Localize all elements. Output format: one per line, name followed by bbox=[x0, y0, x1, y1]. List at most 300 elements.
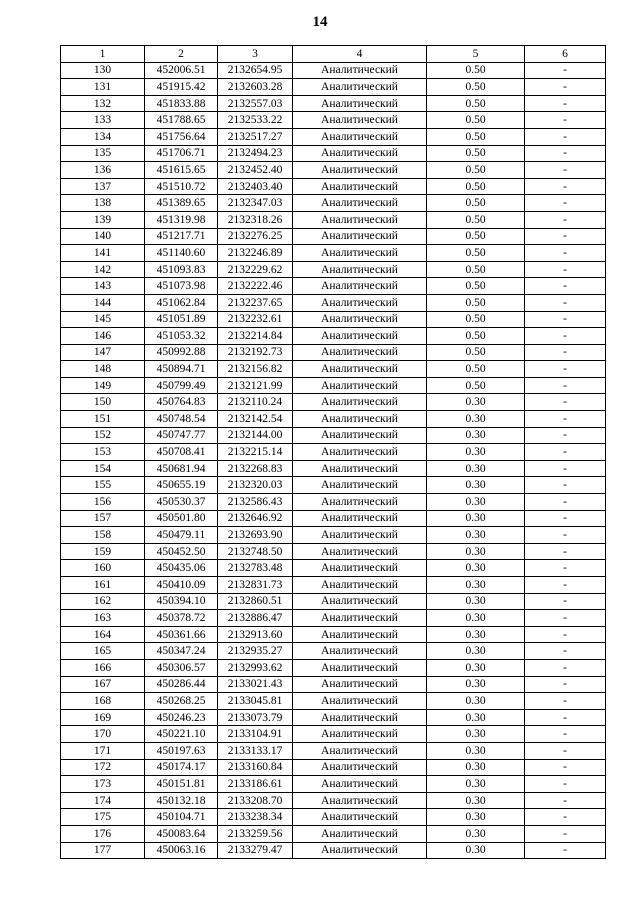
x-coordinate-cell: 450764.83 bbox=[145, 394, 218, 411]
column-header: 3 bbox=[218, 46, 293, 63]
column-header: 1 bbox=[61, 46, 145, 63]
table-row bbox=[61, 477, 606, 494]
method-cell: Аналитический bbox=[293, 742, 427, 759]
y-coordinate-cell: 2132121.99 bbox=[218, 377, 293, 394]
accuracy-cell: 0.30 bbox=[427, 527, 525, 544]
method-cell: Аналитический bbox=[293, 510, 427, 527]
x-coordinate-cell: 450452.50 bbox=[145, 543, 218, 560]
method-cell: Аналитический bbox=[293, 527, 427, 544]
method-cell: Аналитический bbox=[293, 659, 427, 676]
note-cell: - bbox=[525, 162, 606, 179]
note-cell: - bbox=[525, 676, 606, 693]
note-cell: - bbox=[525, 659, 606, 676]
x-coordinate-cell: 450479.11 bbox=[145, 527, 218, 544]
table-row bbox=[61, 593, 606, 610]
method-cell: Аналитический bbox=[293, 294, 427, 311]
note-cell: - bbox=[525, 62, 606, 79]
table-row bbox=[61, 709, 606, 726]
accuracy-cell: 0.30 bbox=[427, 676, 525, 693]
point-number-cell: 135 bbox=[61, 145, 145, 162]
note-cell: - bbox=[525, 825, 606, 842]
y-coordinate-cell: 2133160.84 bbox=[218, 759, 293, 776]
note-cell: - bbox=[525, 693, 606, 710]
x-coordinate-cell: 451319.98 bbox=[145, 211, 218, 228]
table-row bbox=[61, 128, 606, 145]
y-coordinate-cell: 2132229.62 bbox=[218, 261, 293, 278]
point-number-cell: 131 bbox=[61, 79, 145, 96]
x-coordinate-cell: 450799.49 bbox=[145, 377, 218, 394]
x-coordinate-cell: 451217.71 bbox=[145, 228, 218, 245]
note-cell: - bbox=[525, 344, 606, 361]
table-row bbox=[61, 162, 606, 179]
accuracy-cell: 0.30 bbox=[427, 742, 525, 759]
table-row bbox=[61, 344, 606, 361]
point-number-cell: 175 bbox=[61, 809, 145, 826]
method-cell: Аналитический bbox=[293, 477, 427, 494]
point-number-cell: 169 bbox=[61, 709, 145, 726]
x-coordinate-cell: 451615.65 bbox=[145, 162, 218, 179]
table-row bbox=[61, 261, 606, 278]
coordinates-table bbox=[60, 45, 606, 859]
accuracy-cell: 0.30 bbox=[427, 759, 525, 776]
note-cell: - bbox=[525, 510, 606, 527]
x-coordinate-cell: 450747.77 bbox=[145, 427, 218, 444]
y-coordinate-cell: 2132318.26 bbox=[218, 211, 293, 228]
note-cell: - bbox=[525, 294, 606, 311]
table-row bbox=[61, 145, 606, 162]
method-cell: Аналитический bbox=[293, 494, 427, 511]
x-coordinate-cell: 450246.23 bbox=[145, 709, 218, 726]
point-number-cell: 140 bbox=[61, 228, 145, 245]
y-coordinate-cell: 2133186.61 bbox=[218, 776, 293, 793]
y-coordinate-cell: 2133104.91 bbox=[218, 726, 293, 743]
note-cell: - bbox=[525, 527, 606, 544]
table-row bbox=[61, 776, 606, 793]
point-number-cell: 132 bbox=[61, 95, 145, 112]
y-coordinate-cell: 2132831.73 bbox=[218, 577, 293, 594]
table-row bbox=[61, 79, 606, 96]
accuracy-cell: 0.30 bbox=[427, 825, 525, 842]
method-cell: Аналитический bbox=[293, 427, 427, 444]
table-row bbox=[61, 809, 606, 826]
y-coordinate-cell: 2132320.03 bbox=[218, 477, 293, 494]
method-cell: Аналитический bbox=[293, 128, 427, 145]
point-number-cell: 164 bbox=[61, 626, 145, 643]
x-coordinate-cell: 451788.65 bbox=[145, 112, 218, 129]
table-row bbox=[61, 825, 606, 842]
x-coordinate-cell: 451756.64 bbox=[145, 128, 218, 145]
y-coordinate-cell: 2132886.47 bbox=[218, 610, 293, 627]
accuracy-cell: 0.30 bbox=[427, 411, 525, 428]
note-cell: - bbox=[525, 444, 606, 461]
point-number-cell: 157 bbox=[61, 510, 145, 527]
note-cell: - bbox=[525, 95, 606, 112]
y-coordinate-cell: 2133073.79 bbox=[218, 709, 293, 726]
note-cell: - bbox=[525, 112, 606, 129]
method-cell: Аналитический bbox=[293, 245, 427, 262]
method-cell: Аналитический bbox=[293, 211, 427, 228]
x-coordinate-cell: 450286.44 bbox=[145, 676, 218, 693]
note-cell: - bbox=[525, 610, 606, 627]
accuracy-cell: 0.50 bbox=[427, 344, 525, 361]
table-row bbox=[61, 659, 606, 676]
method-cell: Аналитический bbox=[293, 411, 427, 428]
table-row bbox=[61, 427, 606, 444]
method-cell: Аналитический bbox=[293, 178, 427, 195]
x-coordinate-cell: 451053.32 bbox=[145, 328, 218, 345]
y-coordinate-cell: 2132517.27 bbox=[218, 128, 293, 145]
note-cell: - bbox=[525, 709, 606, 726]
point-number-cell: 146 bbox=[61, 328, 145, 345]
y-coordinate-cell: 2132268.83 bbox=[218, 460, 293, 477]
table-row bbox=[61, 693, 606, 710]
y-coordinate-cell: 2132646.92 bbox=[218, 510, 293, 527]
method-cell: Аналитический bbox=[293, 776, 427, 793]
x-coordinate-cell: 450132.18 bbox=[145, 792, 218, 809]
x-coordinate-cell: 451093.83 bbox=[145, 261, 218, 278]
column-header: 4 bbox=[293, 46, 427, 63]
point-number-cell: 148 bbox=[61, 361, 145, 378]
point-number-cell: 151 bbox=[61, 411, 145, 428]
point-number-cell: 136 bbox=[61, 162, 145, 179]
table-row bbox=[61, 294, 606, 311]
method-cell: Аналитический bbox=[293, 344, 427, 361]
y-coordinate-cell: 2133259.56 bbox=[218, 825, 293, 842]
y-coordinate-cell: 2132993.62 bbox=[218, 659, 293, 676]
point-number-cell: 165 bbox=[61, 643, 145, 660]
method-cell: Аналитический bbox=[293, 726, 427, 743]
accuracy-cell: 0.30 bbox=[427, 593, 525, 610]
accuracy-cell: 0.30 bbox=[427, 444, 525, 461]
note-cell: - bbox=[525, 328, 606, 345]
method-cell: Аналитический bbox=[293, 195, 427, 212]
point-number-cell: 153 bbox=[61, 444, 145, 461]
x-coordinate-cell: 450992.88 bbox=[145, 344, 218, 361]
point-number-cell: 166 bbox=[61, 659, 145, 676]
y-coordinate-cell: 2132215.14 bbox=[218, 444, 293, 461]
x-coordinate-cell: 450378.72 bbox=[145, 610, 218, 627]
table-body bbox=[61, 62, 606, 859]
table-row bbox=[61, 195, 606, 212]
y-coordinate-cell: 2132654.95 bbox=[218, 62, 293, 79]
accuracy-cell: 0.50 bbox=[427, 112, 525, 129]
accuracy-cell: 0.50 bbox=[427, 228, 525, 245]
point-number-cell: 168 bbox=[61, 693, 145, 710]
x-coordinate-cell: 450306.57 bbox=[145, 659, 218, 676]
y-coordinate-cell: 2132557.03 bbox=[218, 95, 293, 112]
accuracy-cell: 0.30 bbox=[427, 693, 525, 710]
accuracy-cell: 0.50 bbox=[427, 245, 525, 262]
point-number-cell: 155 bbox=[61, 477, 145, 494]
x-coordinate-cell: 451915.42 bbox=[145, 79, 218, 96]
point-number-cell: 158 bbox=[61, 527, 145, 544]
table-row bbox=[61, 543, 606, 560]
x-coordinate-cell: 452006.51 bbox=[145, 62, 218, 79]
point-number-cell: 141 bbox=[61, 245, 145, 262]
method-cell: Аналитический bbox=[293, 328, 427, 345]
note-cell: - bbox=[525, 178, 606, 195]
x-coordinate-cell: 451073.98 bbox=[145, 278, 218, 295]
point-number-cell: 163 bbox=[61, 610, 145, 627]
table-row bbox=[61, 228, 606, 245]
table-row bbox=[61, 112, 606, 129]
note-cell: - bbox=[525, 245, 606, 262]
accuracy-cell: 0.50 bbox=[427, 145, 525, 162]
accuracy-cell: 0.30 bbox=[427, 477, 525, 494]
y-coordinate-cell: 2132276.25 bbox=[218, 228, 293, 245]
point-number-cell: 167 bbox=[61, 676, 145, 693]
point-number-cell: 145 bbox=[61, 311, 145, 328]
accuracy-cell: 0.30 bbox=[427, 809, 525, 826]
x-coordinate-cell: 450394.10 bbox=[145, 593, 218, 610]
note-cell: - bbox=[525, 842, 606, 859]
table-row bbox=[61, 577, 606, 594]
y-coordinate-cell: 2132347.03 bbox=[218, 195, 293, 212]
method-cell: Аналитический bbox=[293, 162, 427, 179]
point-number-cell: 173 bbox=[61, 776, 145, 793]
method-cell: Аналитический bbox=[293, 278, 427, 295]
x-coordinate-cell: 450681.94 bbox=[145, 460, 218, 477]
table-row bbox=[61, 676, 606, 693]
x-coordinate-cell: 451706.71 bbox=[145, 145, 218, 162]
x-coordinate-cell: 450104.71 bbox=[145, 809, 218, 826]
y-coordinate-cell: 2132586.43 bbox=[218, 494, 293, 511]
note-cell: - bbox=[525, 809, 606, 826]
y-coordinate-cell: 2132192.73 bbox=[218, 344, 293, 361]
note-cell: - bbox=[525, 211, 606, 228]
accuracy-cell: 0.30 bbox=[427, 626, 525, 643]
accuracy-cell: 0.30 bbox=[427, 726, 525, 743]
x-coordinate-cell: 450268.25 bbox=[145, 693, 218, 710]
point-number-cell: 154 bbox=[61, 460, 145, 477]
accuracy-cell: 0.30 bbox=[427, 842, 525, 859]
note-cell: - bbox=[525, 195, 606, 212]
column-header: 2 bbox=[145, 46, 218, 63]
y-coordinate-cell: 2132913.60 bbox=[218, 626, 293, 643]
point-number-cell: 170 bbox=[61, 726, 145, 743]
table-row bbox=[61, 792, 606, 809]
method-cell: Аналитический bbox=[293, 311, 427, 328]
note-cell: - bbox=[525, 228, 606, 245]
x-coordinate-cell: 450221.10 bbox=[145, 726, 218, 743]
accuracy-cell: 0.50 bbox=[427, 128, 525, 145]
method-cell: Аналитический bbox=[293, 825, 427, 842]
accuracy-cell: 0.50 bbox=[427, 162, 525, 179]
x-coordinate-cell: 451062.84 bbox=[145, 294, 218, 311]
method-cell: Аналитический bbox=[293, 145, 427, 162]
method-cell: Аналитический bbox=[293, 626, 427, 643]
accuracy-cell: 0.30 bbox=[427, 643, 525, 660]
point-number-cell: 176 bbox=[61, 825, 145, 842]
point-number-cell: 174 bbox=[61, 792, 145, 809]
note-cell: - bbox=[525, 377, 606, 394]
y-coordinate-cell: 2133208.70 bbox=[218, 792, 293, 809]
table-row bbox=[61, 494, 606, 511]
x-coordinate-cell: 451140.60 bbox=[145, 245, 218, 262]
accuracy-cell: 0.30 bbox=[427, 709, 525, 726]
accuracy-cell: 0.50 bbox=[427, 195, 525, 212]
note-cell: - bbox=[525, 742, 606, 759]
y-coordinate-cell: 2133045.81 bbox=[218, 693, 293, 710]
method-cell: Аналитический bbox=[293, 842, 427, 859]
point-number-cell: 130 bbox=[61, 62, 145, 79]
y-coordinate-cell: 2132860.51 bbox=[218, 593, 293, 610]
x-coordinate-cell: 450655.19 bbox=[145, 477, 218, 494]
point-number-cell: 162 bbox=[61, 593, 145, 610]
y-coordinate-cell: 2132232.61 bbox=[218, 311, 293, 328]
method-cell: Аналитический bbox=[293, 693, 427, 710]
table-row bbox=[61, 62, 606, 79]
method-cell: Аналитический bbox=[293, 543, 427, 560]
table-row bbox=[61, 626, 606, 643]
method-cell: Аналитический bbox=[293, 79, 427, 96]
column-header: 5 bbox=[427, 46, 525, 63]
method-cell: Аналитический bbox=[293, 361, 427, 378]
table-row bbox=[61, 245, 606, 262]
x-coordinate-cell: 450361.66 bbox=[145, 626, 218, 643]
x-coordinate-cell: 450894.71 bbox=[145, 361, 218, 378]
accuracy-cell: 0.30 bbox=[427, 776, 525, 793]
accuracy-cell: 0.30 bbox=[427, 792, 525, 809]
table-row bbox=[61, 411, 606, 428]
y-coordinate-cell: 2133279.47 bbox=[218, 842, 293, 859]
point-number-cell: 160 bbox=[61, 560, 145, 577]
note-cell: - bbox=[525, 361, 606, 378]
note-cell: - bbox=[525, 427, 606, 444]
table-row bbox=[61, 311, 606, 328]
y-coordinate-cell: 2132494.23 bbox=[218, 145, 293, 162]
method-cell: Аналитический bbox=[293, 809, 427, 826]
accuracy-cell: 0.50 bbox=[427, 377, 525, 394]
table-row bbox=[61, 211, 606, 228]
table-row bbox=[61, 377, 606, 394]
point-number-cell: 150 bbox=[61, 394, 145, 411]
point-number-cell: 137 bbox=[61, 178, 145, 195]
table-row bbox=[61, 95, 606, 112]
point-number-cell: 161 bbox=[61, 577, 145, 594]
point-number-cell: 177 bbox=[61, 842, 145, 859]
x-coordinate-cell: 450748.54 bbox=[145, 411, 218, 428]
accuracy-cell: 0.50 bbox=[427, 328, 525, 345]
note-cell: - bbox=[525, 394, 606, 411]
accuracy-cell: 0.30 bbox=[427, 659, 525, 676]
note-cell: - bbox=[525, 494, 606, 511]
y-coordinate-cell: 2132533.22 bbox=[218, 112, 293, 129]
accuracy-cell: 0.30 bbox=[427, 394, 525, 411]
y-coordinate-cell: 2133021.43 bbox=[218, 676, 293, 693]
method-cell: Аналитический bbox=[293, 261, 427, 278]
accuracy-cell: 0.50 bbox=[427, 278, 525, 295]
table-header-row bbox=[61, 46, 606, 63]
point-number-cell: 156 bbox=[61, 494, 145, 511]
y-coordinate-cell: 2132222.46 bbox=[218, 278, 293, 295]
point-number-cell: 171 bbox=[61, 742, 145, 759]
y-coordinate-cell: 2132452.40 bbox=[218, 162, 293, 179]
table-row bbox=[61, 527, 606, 544]
method-cell: Аналитический bbox=[293, 577, 427, 594]
accuracy-cell: 0.50 bbox=[427, 311, 525, 328]
note-cell: - bbox=[525, 593, 606, 610]
accuracy-cell: 0.50 bbox=[427, 95, 525, 112]
table-row bbox=[61, 361, 606, 378]
accuracy-cell: 0.30 bbox=[427, 460, 525, 477]
accuracy-cell: 0.50 bbox=[427, 294, 525, 311]
column-header: 6 bbox=[525, 46, 606, 63]
page-number: 14 bbox=[312, 14, 328, 30]
method-cell: Аналитический bbox=[293, 228, 427, 245]
accuracy-cell: 0.50 bbox=[427, 211, 525, 228]
point-number-cell: 133 bbox=[61, 112, 145, 129]
method-cell: Аналитический bbox=[293, 112, 427, 129]
point-number-cell: 143 bbox=[61, 278, 145, 295]
method-cell: Аналитический bbox=[293, 377, 427, 394]
y-coordinate-cell: 2132403.40 bbox=[218, 178, 293, 195]
table-row bbox=[61, 759, 606, 776]
x-coordinate-cell: 451833.88 bbox=[145, 95, 218, 112]
y-coordinate-cell: 2132144.00 bbox=[218, 427, 293, 444]
table-row bbox=[61, 610, 606, 627]
table-row bbox=[61, 328, 606, 345]
y-coordinate-cell: 2133238.34 bbox=[218, 809, 293, 826]
table-row bbox=[61, 278, 606, 295]
point-number-cell: 147 bbox=[61, 344, 145, 361]
note-cell: - bbox=[525, 543, 606, 560]
point-number-cell: 142 bbox=[61, 261, 145, 278]
x-coordinate-cell: 450347.24 bbox=[145, 643, 218, 660]
method-cell: Аналитический bbox=[293, 560, 427, 577]
method-cell: Аналитический bbox=[293, 95, 427, 112]
note-cell: - bbox=[525, 311, 606, 328]
y-coordinate-cell: 2132214.84 bbox=[218, 328, 293, 345]
y-coordinate-cell: 2132783.48 bbox=[218, 560, 293, 577]
table-row bbox=[61, 444, 606, 461]
y-coordinate-cell: 2132603.28 bbox=[218, 79, 293, 96]
method-cell: Аналитический bbox=[293, 610, 427, 627]
note-cell: - bbox=[525, 577, 606, 594]
table-row bbox=[61, 842, 606, 859]
point-number-cell: 134 bbox=[61, 128, 145, 145]
x-coordinate-cell: 450174.17 bbox=[145, 759, 218, 776]
table-row bbox=[61, 560, 606, 577]
y-coordinate-cell: 2132748.50 bbox=[218, 543, 293, 560]
x-coordinate-cell: 451510.72 bbox=[145, 178, 218, 195]
x-coordinate-cell: 450410.09 bbox=[145, 577, 218, 594]
y-coordinate-cell: 2132156.82 bbox=[218, 361, 293, 378]
note-cell: - bbox=[525, 776, 606, 793]
note-cell: - bbox=[525, 759, 606, 776]
note-cell: - bbox=[525, 128, 606, 145]
note-cell: - bbox=[525, 477, 606, 494]
accuracy-cell: 0.50 bbox=[427, 62, 525, 79]
table-row bbox=[61, 643, 606, 660]
accuracy-cell: 0.50 bbox=[427, 178, 525, 195]
table-row bbox=[61, 460, 606, 477]
y-coordinate-cell: 2132693.90 bbox=[218, 527, 293, 544]
y-coordinate-cell: 2132246.89 bbox=[218, 245, 293, 262]
accuracy-cell: 0.30 bbox=[427, 427, 525, 444]
table-row bbox=[61, 178, 606, 195]
method-cell: Аналитический bbox=[293, 394, 427, 411]
point-number-cell: 138 bbox=[61, 195, 145, 212]
accuracy-cell: 0.50 bbox=[427, 79, 525, 96]
table-row bbox=[61, 510, 606, 527]
table-row bbox=[61, 742, 606, 759]
method-cell: Аналитический bbox=[293, 593, 427, 610]
point-number-cell: 159 bbox=[61, 543, 145, 560]
note-cell: - bbox=[525, 145, 606, 162]
table-row bbox=[61, 394, 606, 411]
x-coordinate-cell: 451051.89 bbox=[145, 311, 218, 328]
